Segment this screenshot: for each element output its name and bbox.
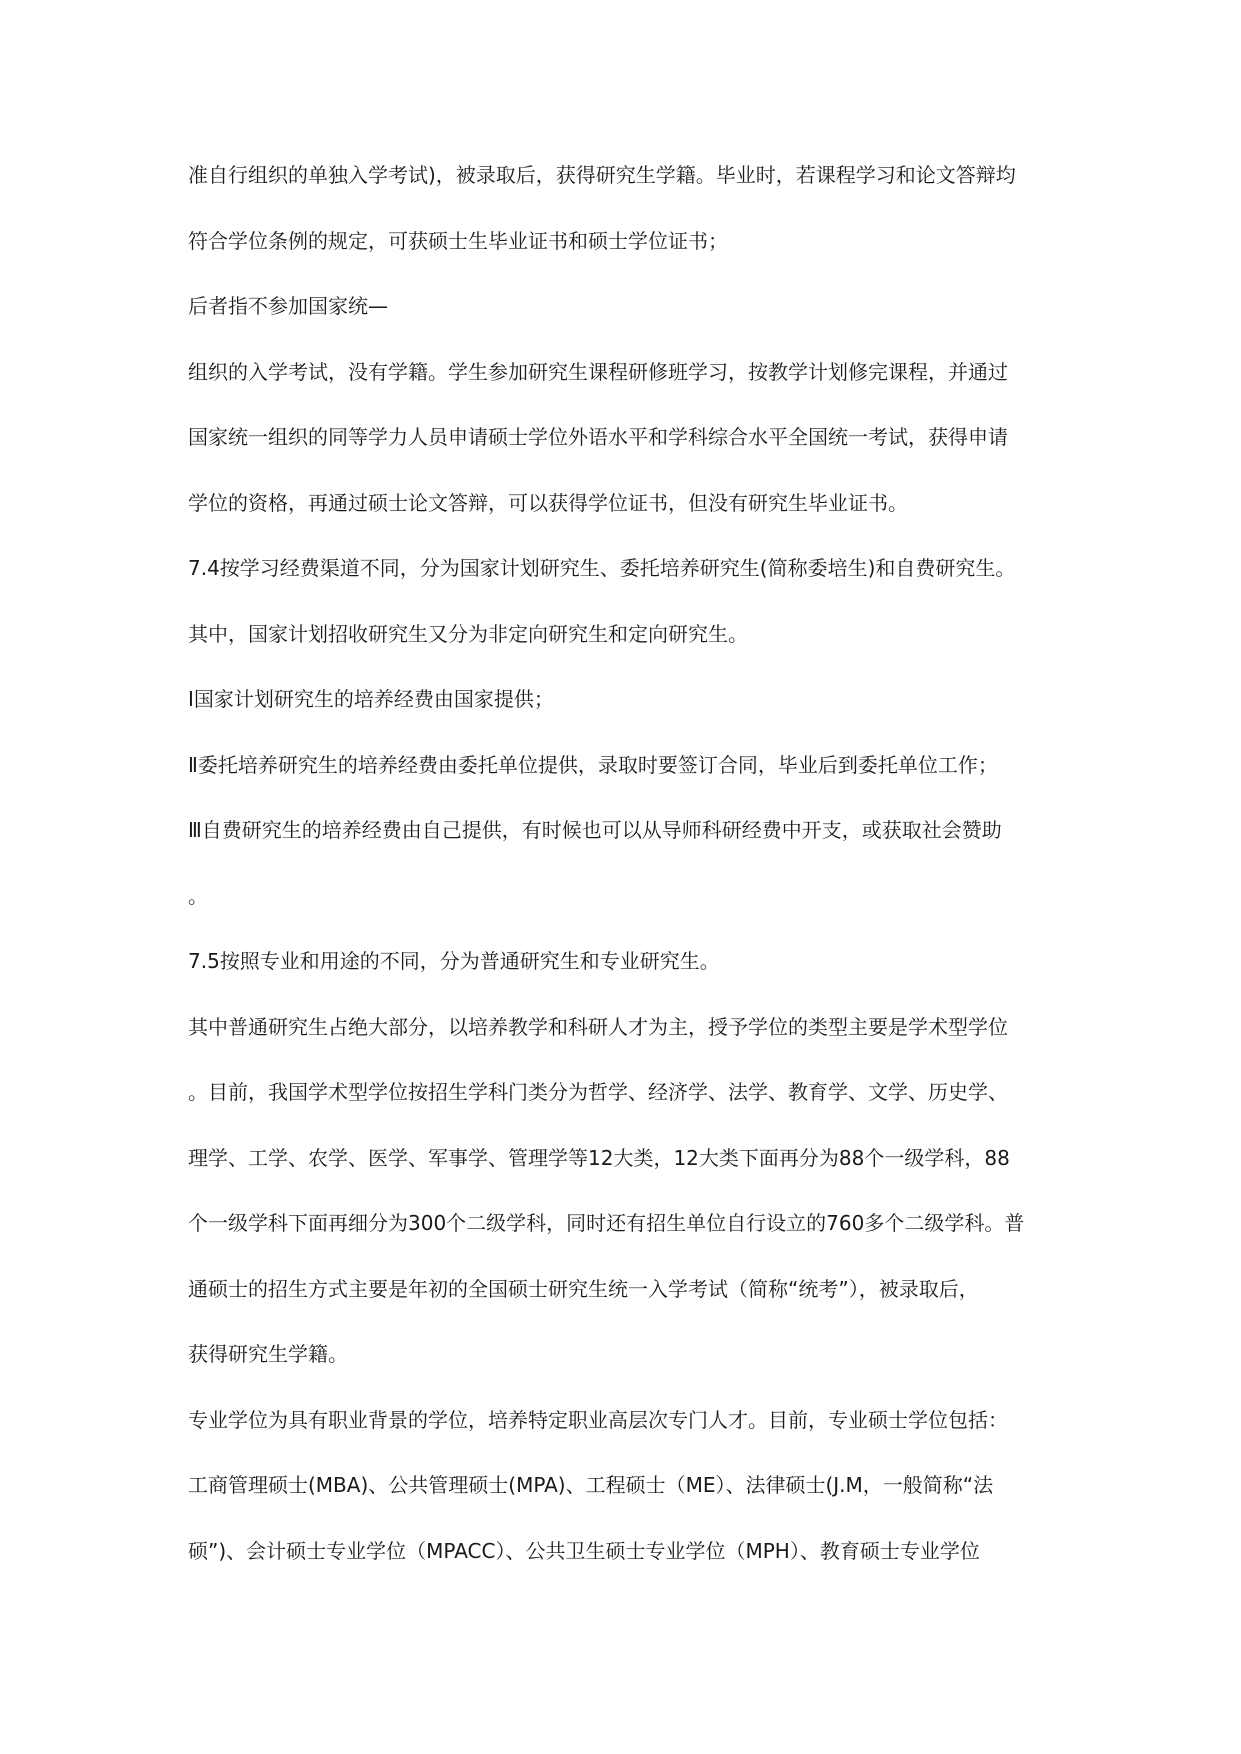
text-line: 专业学位为具有职业背景的学位，培养特定职业高层次专门人才。目前，专业硕士学位包括： [188,1407,1008,1432]
text-line: 获得研究生学籍。 [188,1342,348,1366]
text-line: 后者指不参加国家统— [188,294,388,318]
text-line: Ⅰ国家计划研究生的培养经费由国家提供； [188,687,554,711]
text-line: 7.4按学习经费渠道不同，分为国家计划研究生、委托培养研究生(简称委培生)和自费研究生。 [188,556,1016,580]
text-line: 符合学位条例的规定，可获硕士生毕业证书和硕士学位证书； [188,228,728,253]
text-line: 通硕士的招生方式主要是年初的全国硕士研究生统一入学考试（简称“统考”），被录取后， [188,1276,979,1301]
document-body [188,165,1068,1606]
text-line: 硕”)、会计硕士专业学位（MPACC）、公共卫生硕士专业学位（MPH）、教育硕士专业学位 [188,1538,980,1563]
text-line: 。目前，我国学术型学位按招生学科门类分为哲学、经济学、法学、教育学、文学、历史学、 [188,1080,1008,1104]
text-line: 国家统一组织的同等学力人员申请硕士学位外语水平和学科综合水平全国统一考试，获得申请 [188,425,1008,449]
text-line: 。 [188,883,208,908]
text-line: 其中，国家计划招收研究生又分为非定向研究生和定向研究生。 [188,621,748,646]
text-line: 准自行组织的单独入学考试)，被录取后，获得研究生学籍。毕业时，若课程学习和论文答辩均 [188,163,1016,187]
text-line: Ⅱ委托培养研究生的培养经费由委托单位提供，录取时要签订合同，毕业后到委托单位工作； [188,752,998,777]
text-line: Ⅲ自费研究生的培养经费由自己提供，有时候也可以从导师科研经费中开支，或获取社会赞助 [188,818,1002,842]
text-line: 其中普通研究生占绝大部分，以培养教学和科研人才为主，授予学位的类型主要是学术型学位 [188,1014,1008,1039]
text-line: 工商管理硕士(MBA)、公共管理硕士(MPA)、工程硕士（ME）、法律硕士(J.M，一般简称“法 [188,1473,994,1497]
text-line: 个一级学科下面再细分为300个二级学科，同时还有招生单位自行设立的760多个二级学科。普 [188,1211,1025,1235]
text-line: 7.5按照专业和用途的不同，分为普通研究生和专业研究生。 [188,949,720,973]
text-line: 组织的入学考试，没有学籍。学生参加研究生课程研修班学习，按教学计划修完课程，并通过 [188,359,1008,384]
text-line: 理学、工学、农学、医学、军事学、管理学等12大类，12大类下面再分为88个一级学科，88 [188,1145,1010,1170]
text-line: 学位的资格，再通过硕士论文答辩，可以获得学位证书，但没有研究生毕业证书。 [188,490,908,515]
